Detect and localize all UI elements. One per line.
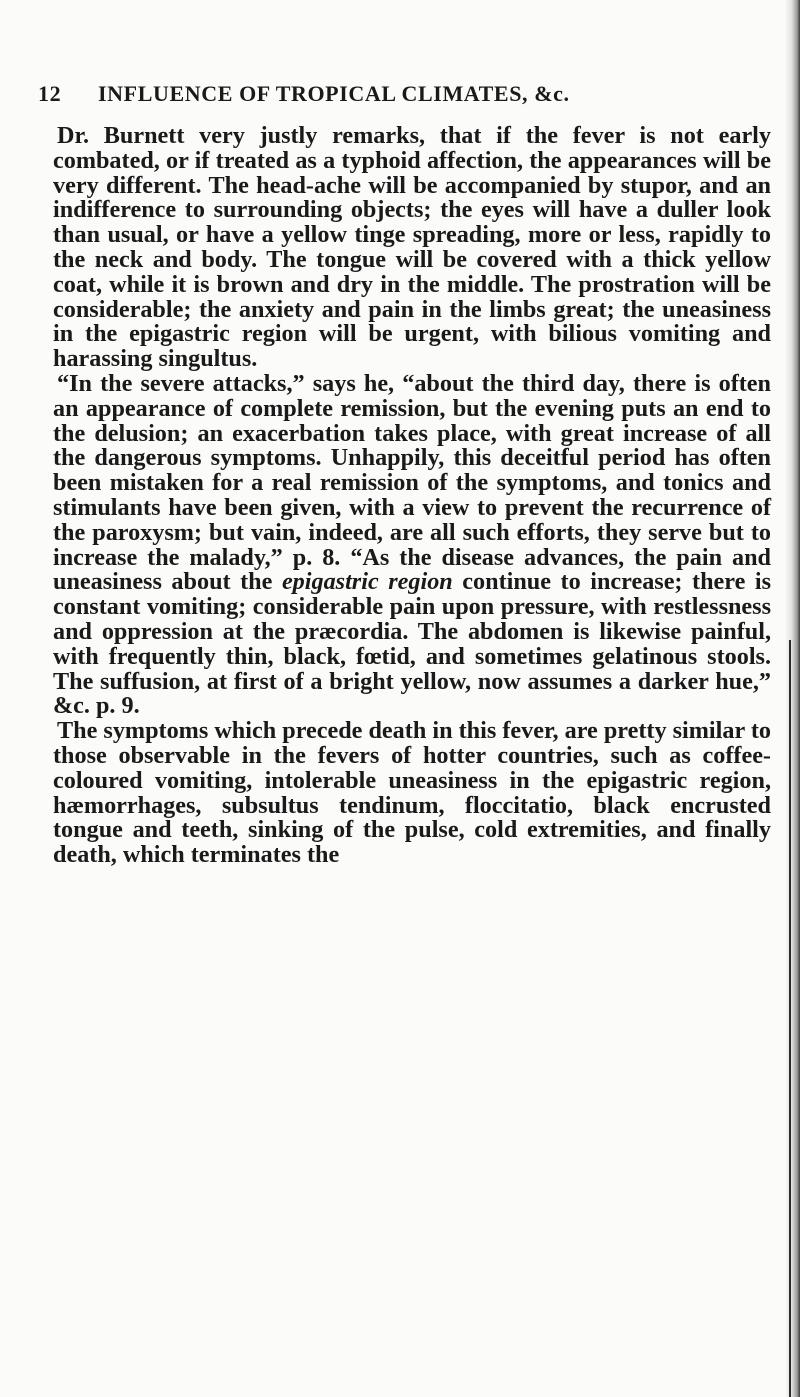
running-title: INFLUENCE OF TROPICAL CLIMATES, &c.	[98, 81, 570, 106]
paragraph-quotation	[53, 369, 772, 720]
page-header	[38, 80, 738, 108]
quotation-text-end: continue to increase; there is constant vomiting; considerable pain upon pressure, with restlessness and oppression at the præcordia. The abdomen is likewise painful, with frequently thin, black, fœtid, and sometimes gelatinous stools. The suffusion, at first of a bright yellow, now assumes a darker hue,” &c. p. 9.	[53, 568, 772, 720]
paragraph-symptoms: The symptoms which precede death in this fever, are pretty similar to those observable in the fevers of hotter countries, such as coffee-coloured vomiting, intolerable uneasiness in the epigastric region, hæmorrhages, subsultus tendinum, floccitatio, black encrusted tongue and teeth, sinking of the pulse, cold extremities, and finally death, which terminates the	[53, 717, 771, 869]
quotation-text-start: “In the severe attacks,” says he, “about the third day, there is often an appearance of complete remission, but the evening puts an end to the delusion; an exacerbation takes place, with great increase of all the dangerous symptoms. Unhappily, this deceitful period has often been mistaken for a real remission of the symptoms, and tonics and stimulants have been given, with a view to prevent the recurrence of the paroxysm; but vain, indeed, are all such efforts, they serve but to increase the malady,” p. 8. “As the disease advances, the pain and uneasiness about the	[53, 369, 771, 596]
paragraph-burnett: Dr. Burnett very justly remarks, that if the fever is not early combated, or if treated as a typhoid affection, the appearances will be very different. The head-ache will be accompanied by stupor, and an indifference to surrounding objects; the eyes will have a duller look than usual, or have a yellow tinge spreading, more or less, rapidly to the neck and body. The tongue will be covered with a thick yellow coat, while it is brown and dry in the middle. The prostration will be considerable; the anxiety and pain in the limbs great; the uneasiness in the epigastric region will be urgent, with bilious vomiting and harassing singultus.	[53, 122, 771, 373]
page-edge-line	[789, 640, 791, 1397]
body-text	[53, 124, 771, 868]
italic-epigastric-region: epigastric region	[281, 568, 453, 596]
page-number: 12	[38, 81, 62, 106]
